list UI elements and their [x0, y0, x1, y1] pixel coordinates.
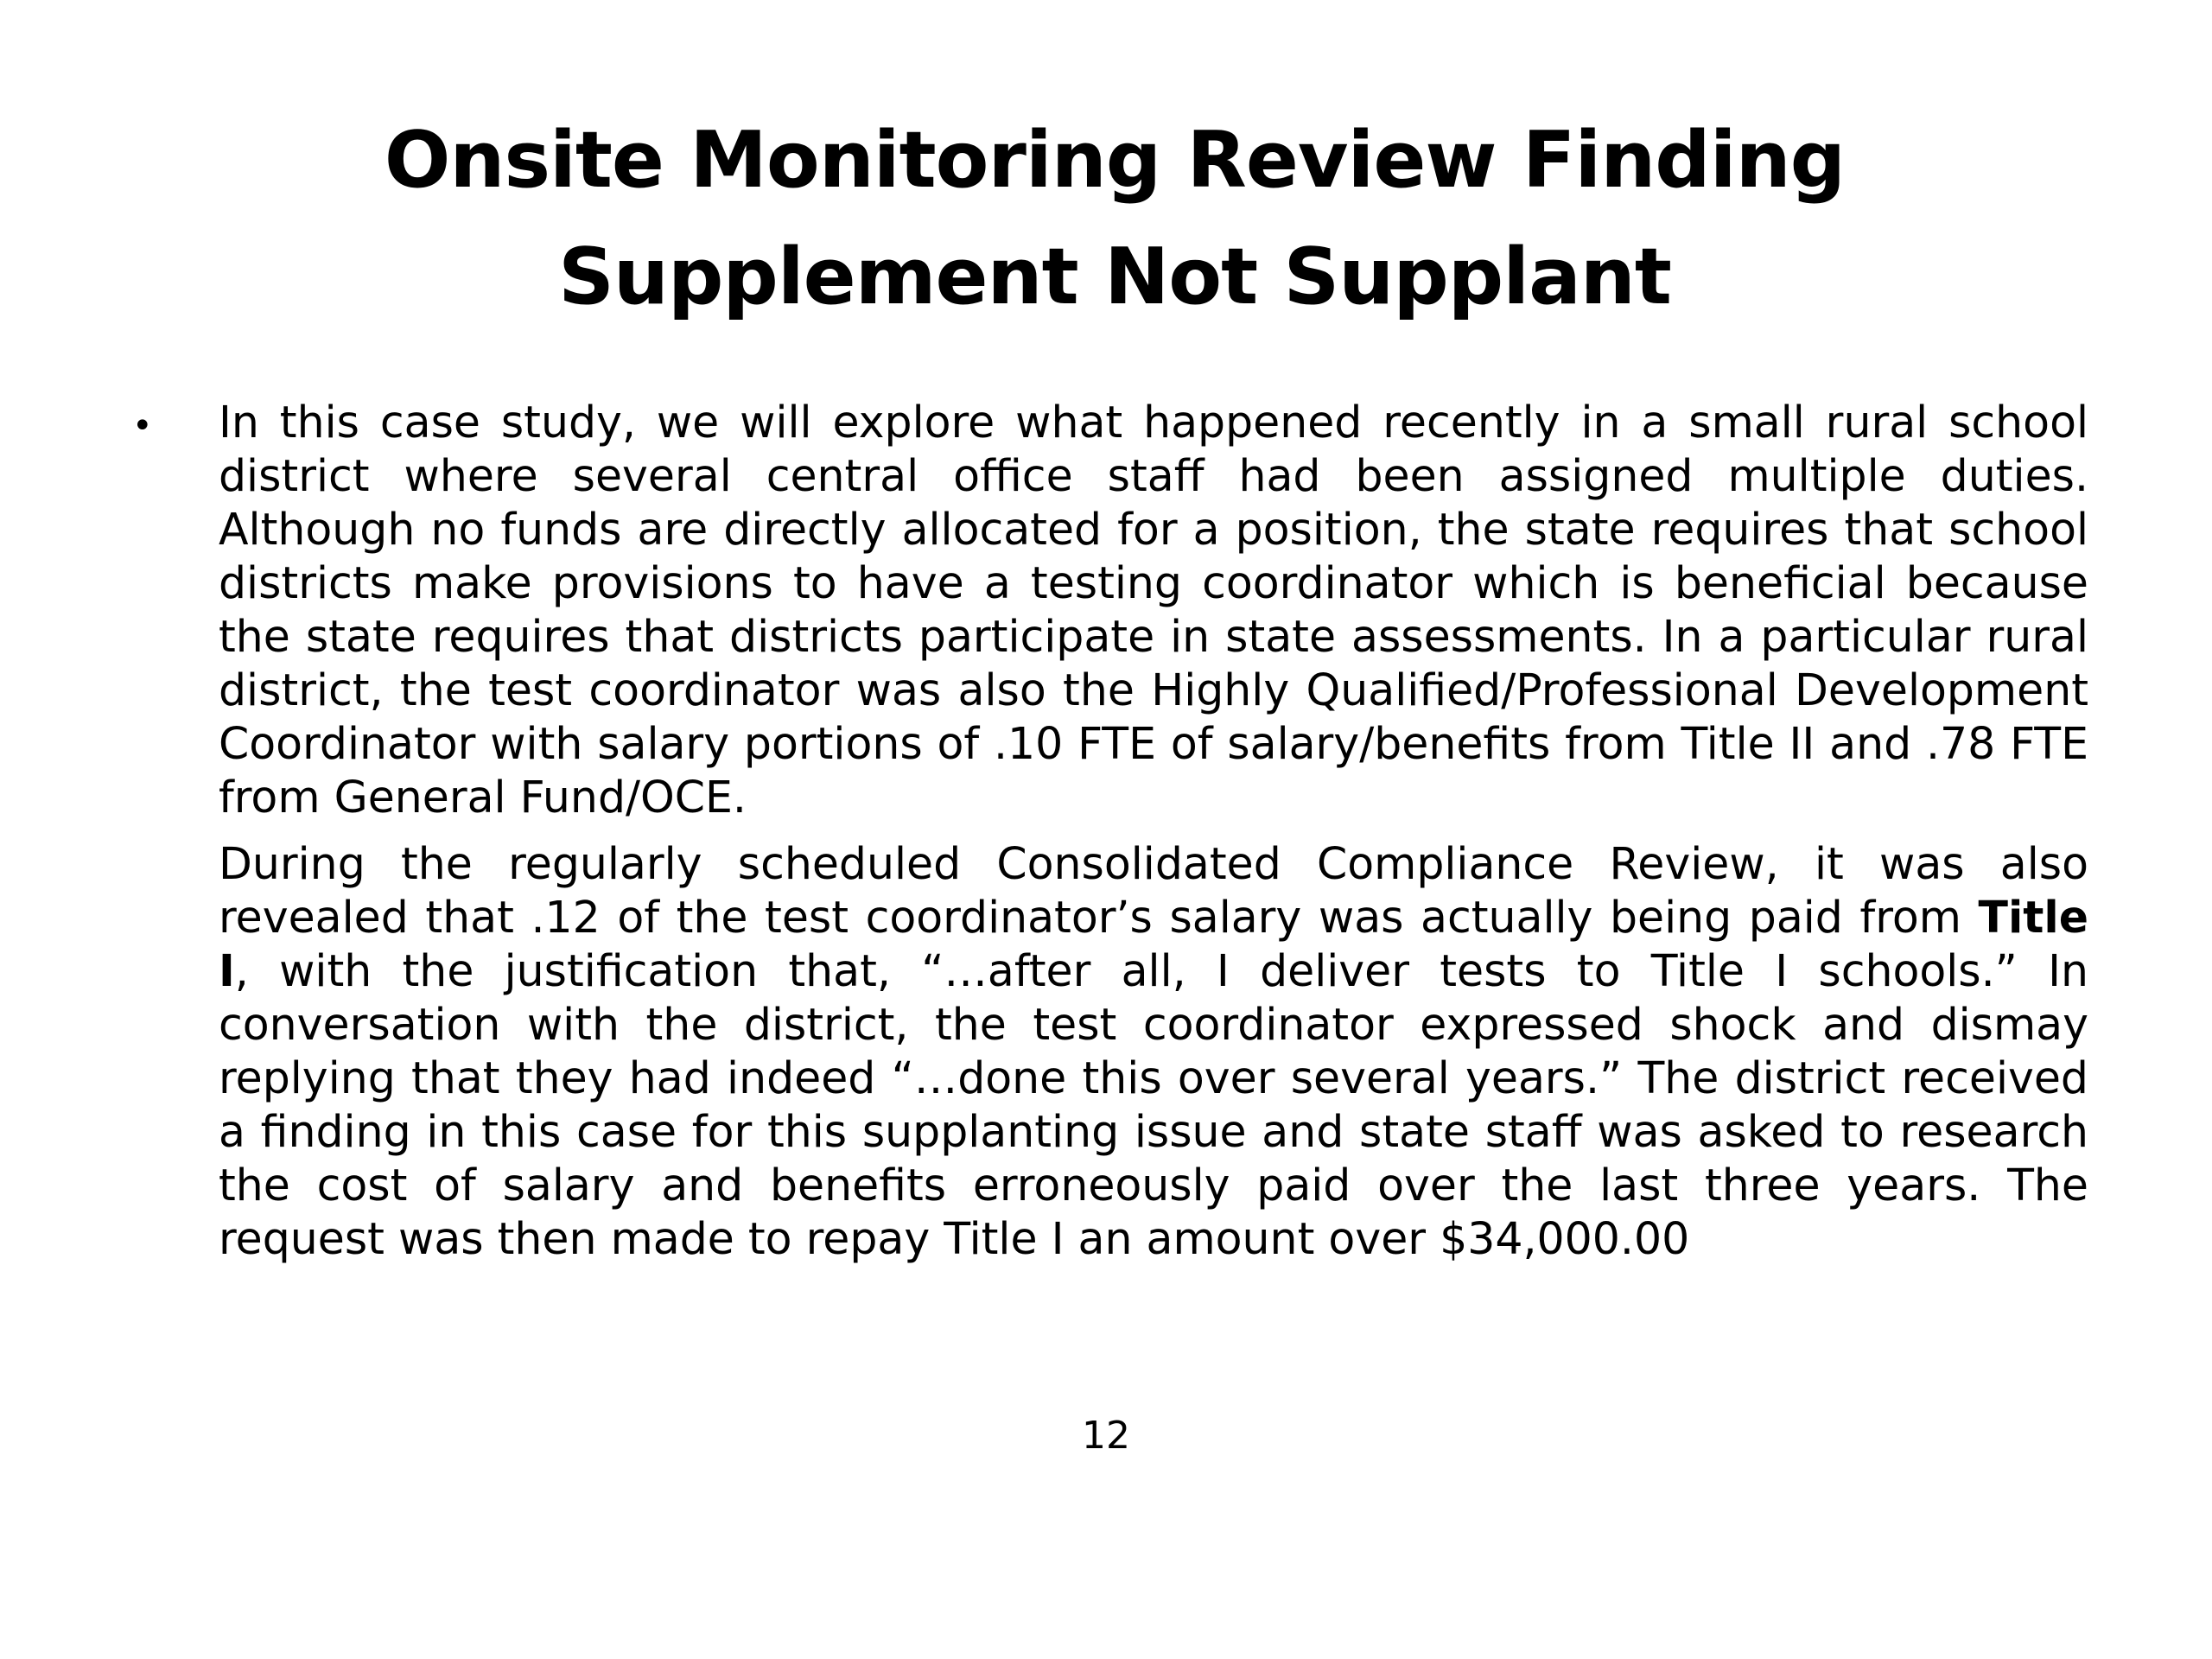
slide-title-line-1: Onsite Monitoring Review Finding: [384, 115, 1846, 206]
body-paragraph-2: [219, 837, 2088, 1266]
slide-body: [219, 396, 2088, 1266]
body-paragraph-2-bold: Title I: [219, 892, 2088, 996]
body-paragraph-1: In this case study, we will explore what happened recently in a small rural school district where several central office staff had been assigned multiple duties. Although no funds are directly allocated for a position, the state requires that school districts make provisions to have a testing coordinator which is beneficial because the state requires that districts participate in state assessments. In a particular rural district, the test coordinator was also the Highly Qualified/Professional Development Coordinator with salary portions of .10 FTE of salary/benefits from Title II and .78 FTE from General Fund/OCE.: [219, 397, 2088, 823]
body-paragraph-2-text-b: , with the justification that, “…after all, I deliver tests to Title I schools.” In conversation with the district, the test coordinator expressed shock and dismay replying that they had indeed “…done this over several years.” The district received a finding in this case for this supplanting issue and state staff was asked to research the cost of salary and benefits erroneously paid over the last three years. The request was then made to repay Title I an amount over $34,000.00: [219, 945, 2088, 1264]
slide-title-line-2: Supplement Not Supplant: [558, 232, 1671, 322]
slide-title: [156, 102, 2074, 335]
page-number: 12: [1082, 1414, 1130, 1458]
bullet-marker: •: [132, 406, 153, 446]
body-paragraph-2-text-a: During the regularly scheduled Consolidated Compliance Review, it was also revealed that .12 of the test coordinator’s salary was actually being paid from: [219, 838, 2088, 943]
